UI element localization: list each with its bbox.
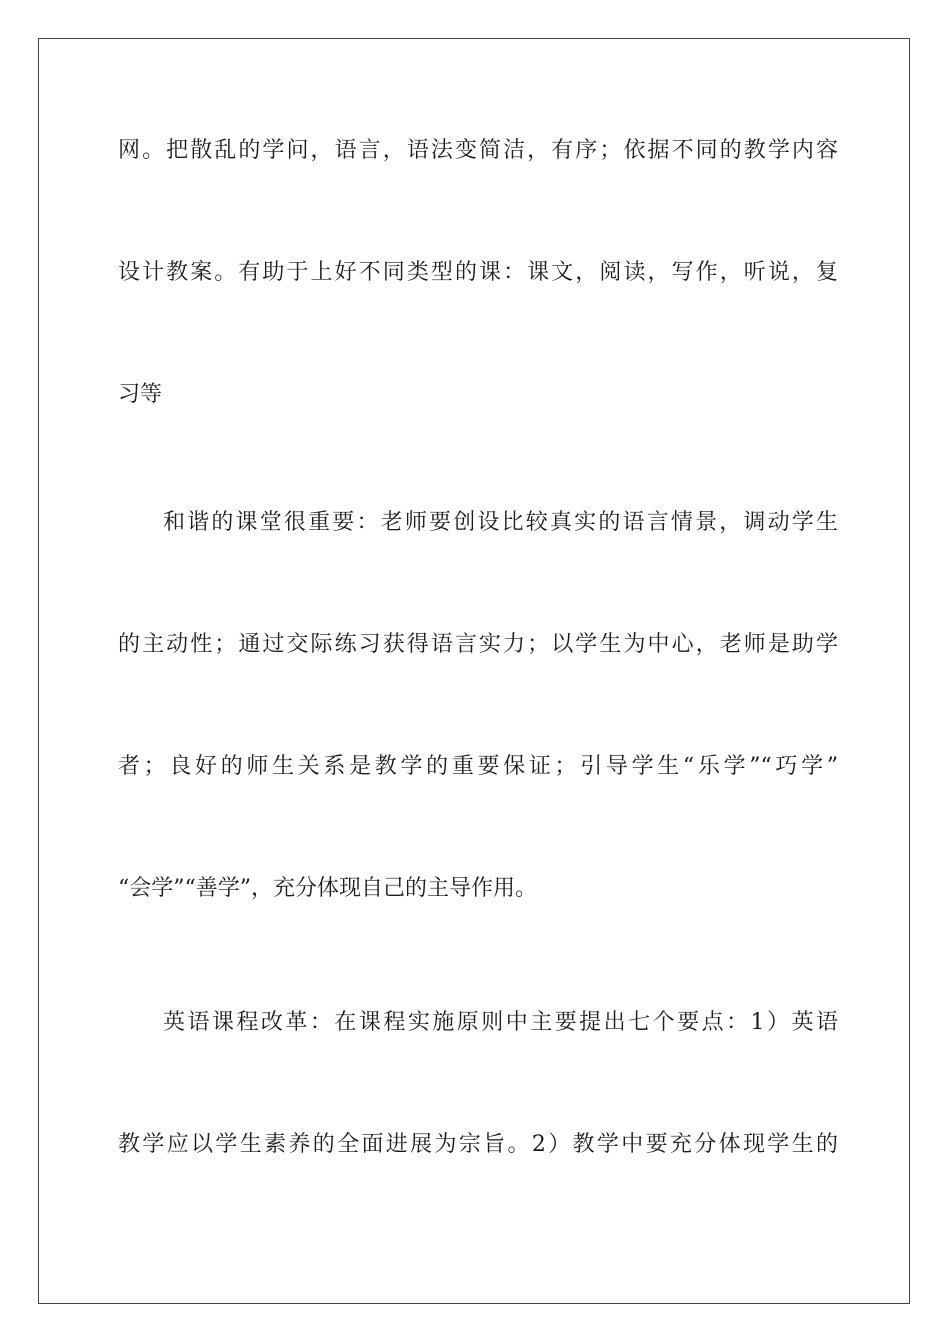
paragraph-1-line-1: 网。把散乱的学问，语言，语法变简洁，有序；依据不同的教学内容 xyxy=(118,138,838,163)
paragraph-2-line-2: 的主动性；通过交际练习获得语言实力；以学生为中心，老师是助学 xyxy=(118,632,838,657)
paragraph-3-line-1: 英语课程改革：在课程实施原则中主要提出七个要点：1）英语 xyxy=(163,1010,838,1035)
page-border xyxy=(38,38,910,1304)
paragraph-3-line-2: 教学应以学生素养的全面进展为宗旨。2）教学中要充分体现学生的 xyxy=(118,1132,838,1157)
paragraph-2-line-4: “会学”“善学”，充分体现自己的主导作用。 xyxy=(118,876,537,901)
paragraph-2-line-3: 者；良好的师生关系是教学的重要保证；引导学生“乐学”“巧学” xyxy=(118,754,838,779)
paragraph-1-line-3: 习等 xyxy=(118,382,163,407)
paragraph-1-line-2: 设计教案。有助于上好不同类型的课：课文，阅读，写作，听说，复 xyxy=(118,260,838,285)
paragraph-2-line-1: 和谐的课堂很重要：老师要创设比较真实的语言情景，调动学生 xyxy=(163,510,838,535)
